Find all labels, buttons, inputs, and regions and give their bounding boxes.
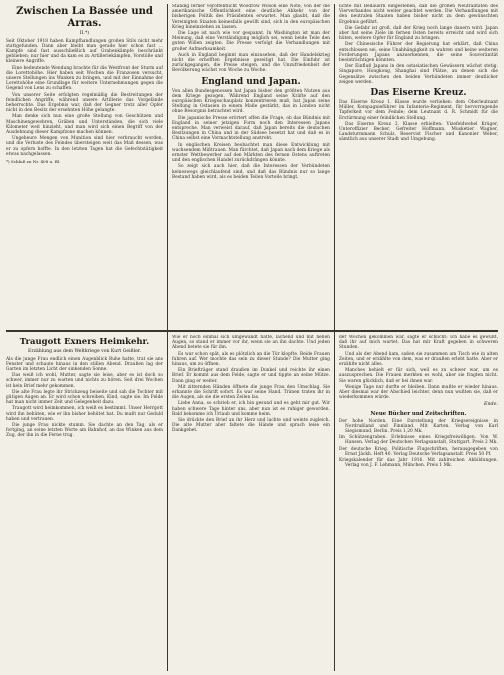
article-paragraph: Die Lage ist nach wie vor gespannt. In Washington ist man der Meinung, daß eine Verständigung möglich sei, wenn beide Teile den guten Willen zeigten. Die Presse verfolgt die Verhandlungen mit großer Aufmerksamkeit.: [172, 31, 330, 52]
column-divider: [334, 4, 335, 671]
article-paragraph: Ständig ferner veröffentlicht Woodrow Wilson eine Note, von der die amerikanische Öffentlichkeit eine deutliche Abkehr von der bisherigen Politik des Präsidenten erwartet. Man glaubt, daß die Vereinigten Staaten keinesfalls gewillt sind, sich in den europäischen Krieg hineinziehen zu lassen.: [172, 4, 330, 30]
story-signature: Ende.: [483, 402, 498, 408]
article-paragraph: Man denke sich nun eine große Stellung von Geschützen und Maschinengewehren, Gräben und Unterständen, die sich viele Kilometer weit hinzieht, und man wird sich einen Begriff von der Ausdehnung dieser Kampfzone machen können.: [6, 114, 163, 136]
column-1-bottom: [6, 335, 163, 671]
feuilleton-divider: [6, 330, 498, 332]
footnote: *) Schluß zu Nr. 408 u. Bl.: [6, 159, 61, 165]
article-paragraph: Wenige Tage nur durfte er bleiben. Dann mußte er wieder hinaus. Aber diesmal war der Abschied leichter, denn nun wußten sie, daß er wiederkommen würde.: [339, 384, 498, 401]
column-divider: [167, 4, 168, 671]
book-entry: Im Schützengraben. Erlebnisse eines Kriegsfreiwilligen. Von W. Hansen. Verlag der Deutschen Verlagsanstalt, Stuttgart. Preis 2 Mk.: [339, 435, 498, 446]
column-3-top: [339, 4, 498, 324]
article-paragraph: Auch in England beginnt man einzusehen, daß der Handelskrieg nicht die erhofften Ergebnisse gezeitigt hat. Die Einfuhr ist zurückgegangen, die Preise steigen, und die Unzufriedenheit der Bevölkerung wächst von Woche zu Woche.: [172, 52, 330, 74]
article-paragraph: Von unserer Seite erfolgten regelmäßig die Bestreitungen der feindlichen Angriffe, während unsere Artillerie das Vorgelände beherrschte. Das Ergebnis war, daß der Gegner trotz aller Opfer nicht in den Besitz der ersehnten Höhe gelangte.: [6, 92, 163, 114]
column-1: [6, 4, 163, 324]
article-title: Zwischen La Bassée und Arras.: [16, 6, 153, 29]
article-title: England und Japan.: [201, 76, 301, 87]
column-2-top: [172, 4, 330, 324]
article-paragraph: Die Gefahr ist groß, daß der Krieg noch lange dauern wird. Japan aber hat seine Ziele im fernen Osten bereits erreicht und wird sich hüten, weitere Opfer für England zu bringen.: [339, 25, 498, 42]
article-paragraph: Von allen Bundesgenossen hat Japan bisher den größten Nutzen aus dem Kriege gezogen. Während England seine Kräfte auf den europäischen Kriegsschauplatz konzentrieren muß, hat Japan seine Stellung in Ostasien in einem Maße gestärkt, das in London nicht ohne Besorgnis betrachtet wird.: [172, 88, 330, 115]
book-entry: Der deutsche Krieg. Politische Flugschriften, herausgegeben von Ernst Jäckh. Heft 40. Verlag Deutsche Verlagsanstalt. Preis 50 Pf.: [339, 446, 498, 457]
column-2-bottom: [172, 335, 330, 671]
article-paragraph: Liebe Anna, so schrieb er, ich bin gesund und es geht mir gut. Wir haben schwere Tage hinter uns, aber nun ist es ruhiger geworden. Bald bekomme ich Urlaub und komme heim.: [172, 401, 330, 417]
article-paragraph: Seit Oktober 1918 haben Kampfhandlungen großen Stils nicht mehr stattgefunden. Dann aber bleibt man gerade hier schon fast ... Kampfe sind fast ausschließlich auf Grabenkämpfe beschränkt geblieben; nur hier und da kam es zu Artilleriekämpfen, Vorstöße und kleinere Angriffe.: [6, 38, 163, 65]
article-paragraph: Traugott wird heimkommen, ich weiß es bestimmt. Unser Herrgott wird ihn behüten, wie er ihn bisher behütet hat. Du mußt nur Geduld haben und vertrauen.: [6, 406, 163, 422]
article-paragraph: lichte mit Bedauern eingestehen, daß die großen Neutralitäten des Vierverbandes nicht weiter geachtet werden. Die Verhandlungen mit den neutralen Staaten haben bisher nicht zu dem gewünschten Ergebnis geführt.: [339, 4, 498, 25]
section-title: Neue Bücher und Zeitschriften.: [370, 410, 467, 417]
article-paragraph: Sie drückte den Brief an ihr Herz und lachte und weinte zugleich. Die alte Mutter aber faltete die Hände und sprach leise ein Dankgebet.: [172, 418, 330, 434]
article-paragraph: Eine bedeutende Wendung brachte für die Westfront der Sturm auf die Lorettohöhe. Hier haben seit Wochen die Franzosen versucht, unsere Stellungen ins Wanken zu bringen, und mit der Einnahme der Lorettohöhe eine Grundlage für weitere Unternehmungen gegen die Gegend von Lens zu schaffen.: [6, 65, 163, 92]
article-paragraph: Ein Briefträger stand draußen im Dunkel und reichte ihr einen Brief. Er kommt aus dem Felde, sagte er und tippte an seine Mütze. Dann ging er weiter.: [172, 368, 330, 384]
article-paragraph: Der Chinesische Führer der Regierung hat erklärt, daß China entschlossen sei, seine Unabhängigkeit zu wahren und keine weiteren Forderungen Japans anzuerkennen, die seine Souveränität beeinträchtigen könnten.: [339, 42, 498, 64]
article-title: Traugott Exners Heimkehr.: [19, 337, 150, 347]
article-paragraph: Ungeheure Mengen von Munition sind hier verbraucht worden, und die Verluste des Feindes übersteigen weit das Maß dessen, was er zu opfern hoffte. In den letzten Tagen hat die Gefechtstätigkeit etwas nachgelassen.: [6, 136, 163, 157]
article-paragraph: Die alte Frau legte ihr Strickzeug beiseite und sah die Tochter mit gütigen Augen an. Er wird schon schreiben, Kind, sagte sie. Im Felde hat man nicht immer Zeit und Gelegenheit dazu.: [6, 389, 163, 406]
book-entry: Der hohe Norden. Eine Darstellung der Kriegsereignisse in Nordrußland und Finnland. Mit Karten. Verlag von Karl Siegismund, Berlin. Preis 1,20 Mk.: [339, 418, 498, 435]
article-paragraph: Die junge Frau nickte stumm. Sie dachte an den Tag, als er fortging, an seine letzten Worte am Bahnhof, an das Winken aus dem Zug, der ihn in die Ferne trug.: [6, 423, 163, 439]
article-paragraph: der Wochen gekommen war, sagte er schlicht: Ich habe es gewußt, daß ihr auf mich wartet. Das hat mir Kraft gegeben in schweren Stunden.: [339, 335, 498, 351]
article-paragraph: Mit zitternden Händen öffnete die junge Frau den Umschlag. Sie erkannte die Schrift sofort. Es war seine Hand. Tränen traten ihr in die Augen, als sie die ersten Zeilen las.: [172, 384, 330, 401]
article-paragraph: In englischen Kreisen beobachtet man diese Entwicklung mit wachsendem Mißtrauen. Man fürchtet, daß Japan nach dem Kriege als ernster Wettbewerber auf den Märkten des fernen Ostens auftreten und den englischen Handel zurückdrängen könnte.: [172, 142, 330, 164]
article-paragraph: Es war schon spät, als es plötzlich an die Tür klopfte. Beide Frauen fuhren auf. Wer mochte das sein zu dieser Stunde? Die Mutter ging hinaus, um zu öffnen.: [172, 351, 330, 368]
article-paragraph: So zeigt sich auch hier, daß die Interessen der Verbündeten keineswegs gleichlaufend sind, und daß das Bündnis nur so lange Bestand haben wird, als es beiden Teilen Vorteile bringt.: [172, 164, 330, 180]
article-paragraph: Das Eiserne Kreuz 2. Klasse erhielten: Vizefeldwebel Krüger, Unteroffizier Becker, Gefreiter Hoffmann, Musketier Wagner, Landsturmmann Schulz, Reservist Fischer und Kanonier Weber, sämtlich aus unserer Stadt und Umgebung.: [339, 121, 498, 143]
article-paragraph: Als die junge Frau endlich einen Augenblick Ruhe hatte, trat sie ans Fenster und schaute hinaus in den stillen Abend. Draußen lag der Garten im letzten Licht der sinkenden Sonne.: [6, 356, 163, 372]
article-paragraph: Der Einfluß Japans in den ostasiatischen Gewässern wächst stetig. Singapore, Hongkong, Shanghai sind Plätze, an denen sich die Gegensätze zwischen den beiden Verbündeten immer deutlicher zeigen werden.: [339, 64, 498, 85]
article-paragraph: Manches behielt er für sich, weil es zu schwer war, um es auszusprechen. Die Frauen merkten es wohl, aber sie fragten nicht. Sie waren glücklich, daß er bei ihnen war.: [339, 368, 498, 384]
book-entry: Kriegskalender für das Jahr 1916. Mit zahlreichen Abbildungen. Verlag von J. F. Lehmann, München. Preis 1 Mk.: [339, 458, 498, 469]
article-subtitle: II.*): [79, 31, 90, 36]
article-paragraph: Das weiß ich wohl, Mutter, sagte sie leise, aber es ist doch so schwer, immer nur zu warten und nichts zu hören. Seit drei Wochen ist kein Brief mehr gekommen.: [6, 373, 163, 389]
article-title: Das Eiserne Kreuz.: [370, 88, 467, 99]
newspaper-page: [6, 4, 498, 671]
article-paragraph: Das Eiserne Kreuz 1. Klasse wurde verliehen: dem Oberleutnant Müller, Kompagnieführer im Infanterie-Regiment, für hervorragende Tapferkeit vor dem Feinde; dem Leutnant d. R. Schmidt für die Erstürmung einer feindlichen Stellung.: [339, 100, 498, 121]
article-paragraph: Die japanische Presse erörtert offen die Frage, ob das Bündnis mit England in seiner jetzigen Form noch den Interessen Japans entspreche. Man verweist darauf, daß Japan bereits die deutschen Besitzungen in China und in der Südsee besetzt hat und daß es in China selbst eine Vormachtstellung anstrebt.: [172, 115, 330, 142]
article-paragraph: Und als der Abend kam, saßen sie zusammen am Tisch wie in alten Zeiten, und er erzählte von dem, was er draußen erlebt hatte. Aber er erzählte nicht alles.: [339, 351, 498, 368]
article-subtitle: Erzählung aus dem Weltkriege von Kurt Geißler.: [28, 349, 141, 354]
article-paragraph: Wie er noch einmal sich umgewandt hatte, lachend und mit hellen Augen, so stand er immer vor ihr, wenn sie an ihn dachte. Und jeden Abend betete sie für ihn.: [172, 335, 330, 351]
column-3-bottom: [339, 335, 498, 671]
